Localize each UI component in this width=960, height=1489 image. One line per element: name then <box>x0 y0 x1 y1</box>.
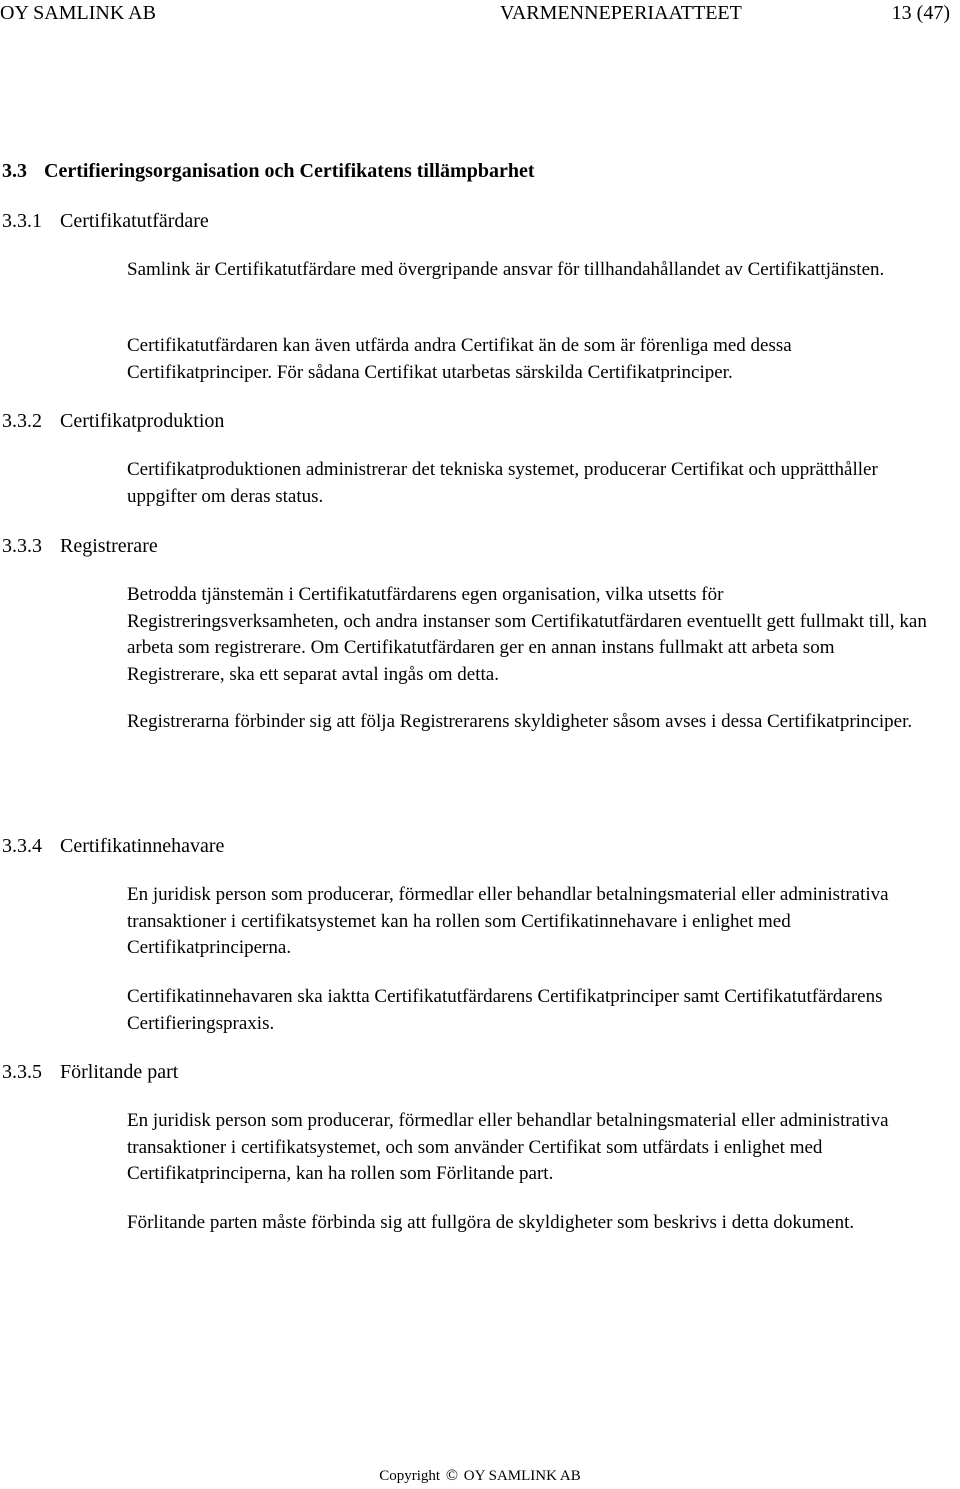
paragraph: Samlink är Certifikatutfärdare med övergripande ansvar för tillhandahållandet av Certifikattjänsten. <box>127 259 885 280</box>
paragraph: Förlitande parten måste förbinda sig att fullgöra de skyldigheter som beskrivs i detta dokument. <box>127 1212 855 1233</box>
subsection-heading-3-3-4 <box>2 833 224 859</box>
copyright-icon: © <box>445 1467 459 1484</box>
subsection-title: Certifikatproduktion <box>60 410 225 432</box>
section-number: 3.3 <box>2 160 27 182</box>
paragraph: En juridisk person som producerar, förmedlar eller behandlar betalningsmaterial eller administrativa transaktioner i certifikatsystemet kan ha rollen som Certifikatinnehavare i enlighet med Certifikatprinciperna. <box>127 884 889 958</box>
subsection-heading-3-3-2 <box>2 408 224 434</box>
subsection-number: 3.3.2 <box>2 410 42 432</box>
footer-owner: OY SAMLINK AB <box>463 1468 581 1484</box>
page-footer <box>0 1466 960 1486</box>
page-header <box>0 0 960 30</box>
header-document-title: VARMENNEPERIAATTEET <box>500 2 742 24</box>
subsection-title: Certifikatinnehavare <box>60 835 225 857</box>
subsection-number: 3.3.1 <box>2 210 42 232</box>
subsection-heading-3-3-1 <box>2 208 209 234</box>
subsection-number: 3.3.3 <box>2 535 42 557</box>
subsection-title: Förlitande part <box>60 1061 179 1083</box>
paragraph: Betrodda tjänstemän i Certifikatutfärdarens egen organisation, vilka utsetts för Registreringsverksamheten, och andra instanser som Certifikatutfärdaren eventuellt gett fullmakt till, kan arbeta som registrerare. Om Certifikatutfärdaren ger en annan instans fullmakt att arbeta som Registrerare, ska ett separat avtal ingås om detta. <box>127 584 927 685</box>
subsection-title: Certifikatutfärdare <box>60 210 209 232</box>
subsection-heading-3-3-5 <box>2 1059 178 1085</box>
paragraph: Certifikatutfärdaren kan även utfärda andra Certifikat än de som är förenliga med dessa Certifikatprinciper. För sådana Certifikat utarbetas särskilda Certifikatprinciper. <box>127 335 792 383</box>
subsection-number: 3.3.5 <box>2 1061 42 1083</box>
subsection-title: Registrerare <box>60 535 158 557</box>
header-page-number: 13 (47) <box>891 2 950 24</box>
footer-copyright-label: Copyright <box>379 1468 441 1484</box>
section-heading <box>2 158 535 184</box>
paragraph: Registrerarna förbinder sig att följa Registrerarens skyldigheter såsom avses i dessa Certifikatprinciper. <box>127 711 913 732</box>
section-title: Certifieringsorganisation och Certifikatens tillämpbarhet <box>44 160 535 182</box>
paragraph: Certifikatinnehavaren ska iaktta Certifikatutfärdarens Certifikatprinciper samt Certifikatutfärdarens Certifieringspraxis. <box>127 986 883 1034</box>
paragraph: En juridisk person som producerar, förmedlar eller behandlar betalningsmaterial eller administrativa transaktioner i certifikatsystemet, och som använder Certifikat som utfärdats i enlighet med Certifikatprinciperna, kan ha rollen som Förlitande part. <box>127 1110 889 1184</box>
subsection-heading-3-3-3 <box>2 533 158 559</box>
paragraph: Certifikatproduktionen administrerar det tekniska systemet, producerar Certifikat och upprätthåller uppgifter om deras status. <box>127 459 878 507</box>
header-company: OY SAMLINK AB <box>0 2 156 24</box>
subsection-number: 3.3.4 <box>2 835 42 857</box>
